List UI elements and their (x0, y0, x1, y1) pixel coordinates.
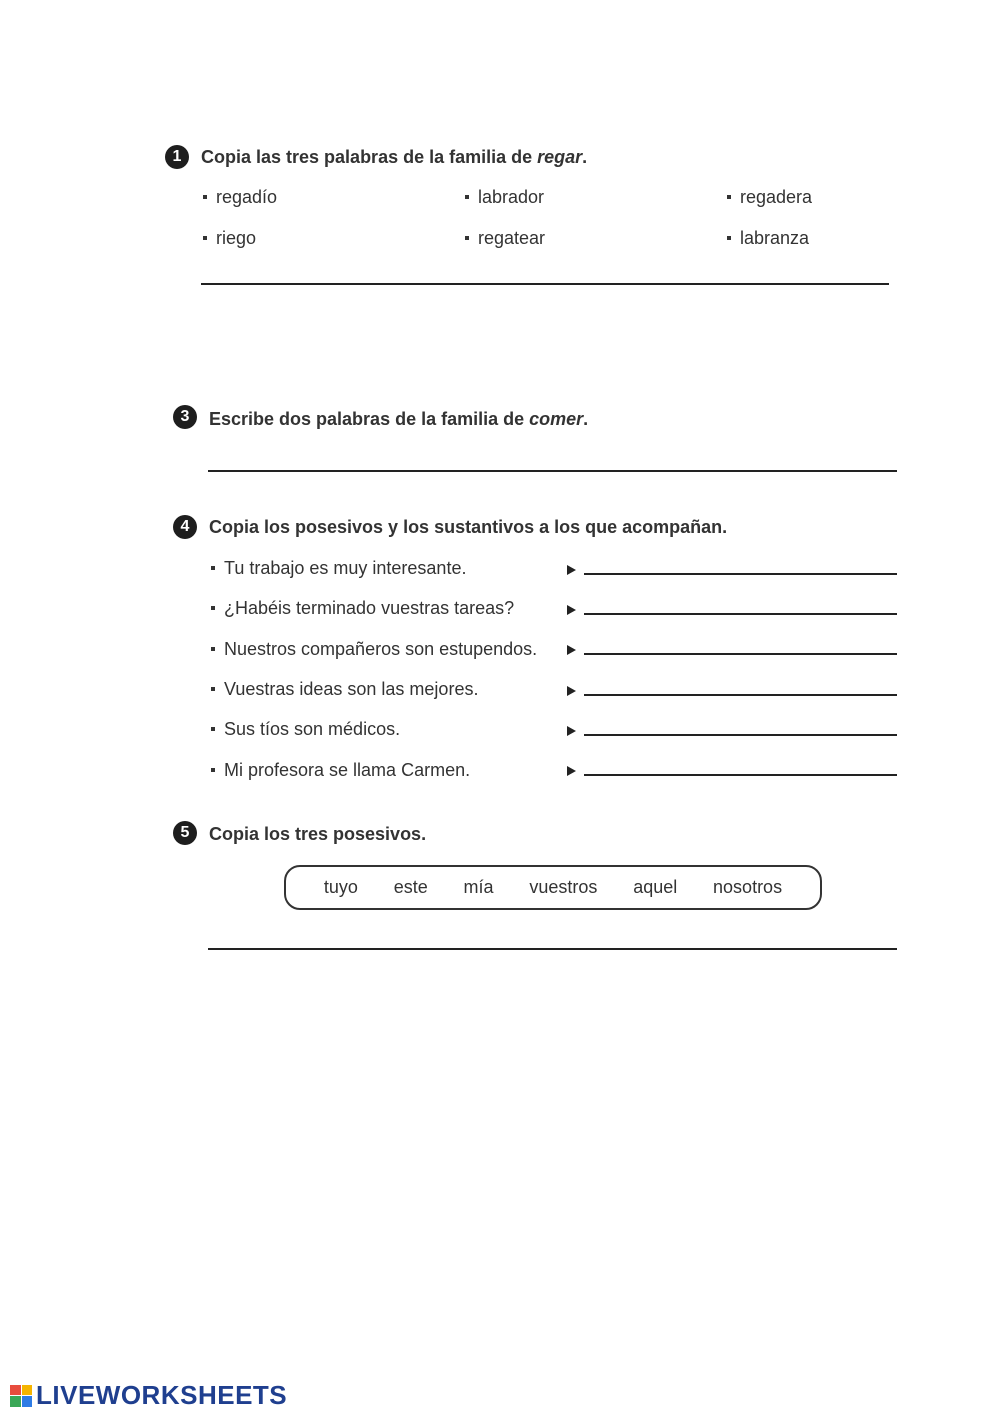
sentence-item: Tu trabajo es muy interesante. (211, 558, 466, 579)
exercise1-answer-line[interactable] (201, 283, 889, 285)
word-option: vuestros (529, 877, 598, 897)
sentence-item: Sus tíos son médicos. (211, 719, 400, 740)
word-options-box (284, 865, 822, 910)
word-option: labranza (727, 228, 809, 249)
word-option: regadera (727, 187, 812, 208)
logo-mark-icon (10, 1385, 32, 1407)
exercise-number-badge: 5 (173, 821, 197, 845)
word-option: mía (463, 877, 494, 897)
exercise-number-badge: 1 (165, 145, 189, 169)
exercise3-prompt: Escribe dos palabras de la familia de comer. (209, 409, 589, 429)
word-option: este (393, 877, 428, 897)
arrow-icon (567, 766, 576, 776)
arrow-icon (567, 645, 576, 655)
answer-line[interactable] (584, 694, 897, 696)
brand-name: LIVEWORKSHEETS (36, 1380, 288, 1410)
answer-line[interactable] (584, 653, 897, 655)
answer-line[interactable] (584, 573, 897, 575)
liveworksheets-logo (10, 1380, 287, 1411)
word-option: labrador (465, 187, 544, 208)
exercise5-answer-line[interactable] (208, 948, 897, 950)
word-option: riego (203, 228, 256, 249)
exercise-number-badge: 3 (173, 405, 197, 429)
exercise4-prompt: Copia los posesivos y los sustantivos a los que acompañan. (209, 517, 728, 537)
word-option: aquel (633, 877, 678, 897)
arrow-icon (567, 726, 576, 736)
answer-line[interactable] (584, 774, 897, 776)
arrow-icon (567, 565, 576, 575)
word-option: regadío (203, 187, 277, 208)
answer-line[interactable] (584, 613, 897, 615)
exercise1-prompt: Copia las tres palabras de la familia de regar. (201, 147, 588, 167)
arrow-icon (567, 605, 576, 615)
word-option: tuyo (323, 877, 358, 897)
sentence-item: Nuestros compañeros son estupendos. (211, 639, 537, 660)
answer-line[interactable] (584, 734, 897, 736)
exercise3-answer-line[interactable] (208, 470, 897, 472)
sentence-item: Vuestras ideas son las mejores. (211, 679, 478, 700)
sentence-item: ¿Habéis terminado vuestras tareas? (211, 598, 514, 619)
sentence-item: Mi profesora se llama Carmen. (211, 760, 470, 781)
word-option: regatear (465, 228, 545, 249)
exercise-number-badge: 4 (173, 515, 197, 539)
word-option: nosotros (713, 877, 783, 897)
arrow-icon (567, 686, 576, 696)
exercise5-prompt: Copia los tres posesivos. (209, 824, 427, 844)
